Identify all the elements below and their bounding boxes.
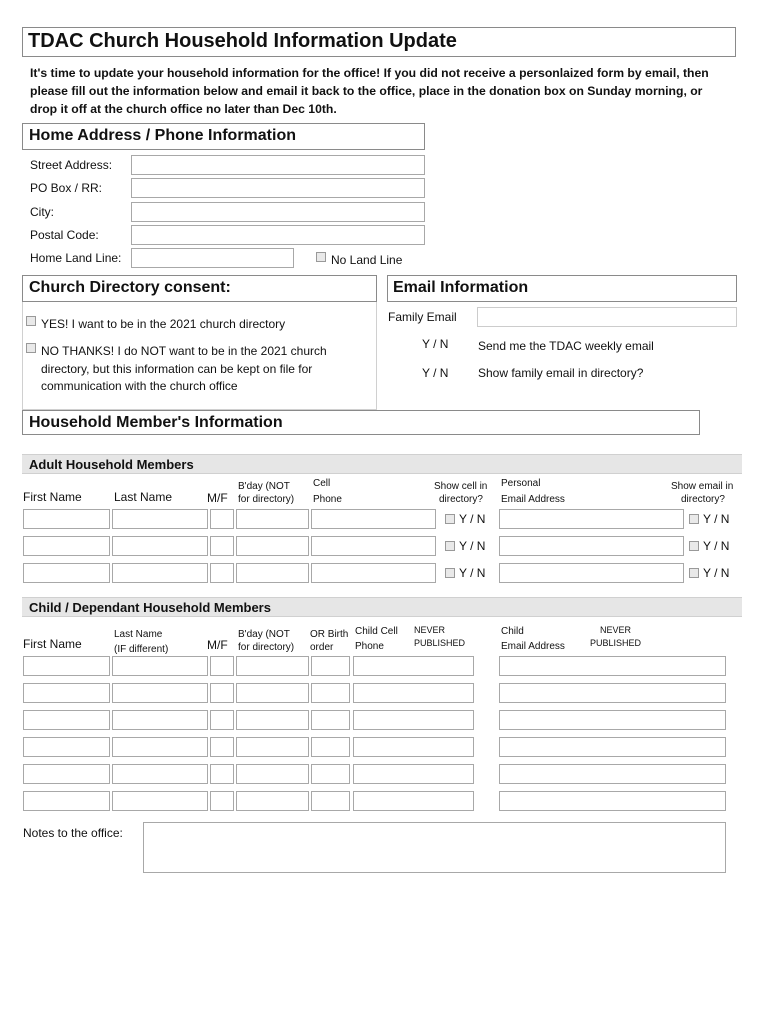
- child-cell-input[interactable]: [353, 710, 474, 730]
- child-first-input[interactable]: [23, 737, 110, 757]
- child-mf-header: M/F: [207, 638, 228, 652]
- child-bday-input[interactable]: [236, 764, 309, 784]
- members-section-title: Household Member's Information: [29, 414, 283, 431]
- child-last-header-1: Last Name: [114, 629, 163, 640]
- child-first-input[interactable]: [23, 683, 110, 703]
- family-email-label: Family Email: [388, 310, 457, 324]
- child-cell-header-2: Phone: [355, 641, 384, 652]
- directory-yes-checkbox[interactable]: [26, 316, 36, 326]
- child-last-input[interactable]: [112, 710, 208, 730]
- child-order-input[interactable]: [311, 683, 350, 703]
- child-email-input[interactable]: [499, 764, 726, 784]
- home-section-title: Home Address / Phone Information: [29, 127, 296, 144]
- adult-email-input[interactable]: [499, 563, 684, 583]
- adult-mf-header: M/F: [207, 491, 228, 505]
- adult-showemail-checkbox[interactable]: [689, 514, 699, 524]
- postal-input[interactable]: [131, 225, 425, 245]
- adult-showemail-header-1: Show email in: [671, 481, 734, 492]
- child-order-input[interactable]: [311, 737, 350, 757]
- child-bday-input[interactable]: [236, 710, 309, 730]
- adult-showcell-checkbox[interactable]: [445, 568, 455, 578]
- intro-text: It's time to update your household information for the office! If you did not receive a personlaized form by email, then please fill out the information below and email it back to the office, place in the donation box on Sunday morning, or drop it off at the church office no later than Dec 10th.: [30, 66, 709, 116]
- street-input[interactable]: [131, 155, 425, 175]
- child-last-input[interactable]: [112, 737, 208, 757]
- adult-showcell-yn: Y / N: [459, 566, 486, 580]
- child-email-input[interactable]: [499, 737, 726, 757]
- landline-input[interactable]: [131, 248, 294, 268]
- adult-last-input[interactable]: [112, 536, 208, 556]
- child-email-never-header-2: PUBLISHED: [590, 638, 642, 648]
- child-bday-header-2: for directory): [238, 642, 295, 653]
- child-email-header-1: Child: [501, 626, 524, 637]
- child-band-title: Child / Dependant Household Members: [29, 600, 271, 615]
- adult-email-input[interactable]: [499, 509, 684, 529]
- child-email-input[interactable]: [499, 683, 726, 703]
- child-bday-header-1: B'day (NOT: [238, 629, 290, 640]
- adult-first-input[interactable]: [23, 536, 110, 556]
- adult-pemail-header-1: Personal: [501, 478, 541, 489]
- weekly-email-yn[interactable]: Y / N: [422, 337, 449, 351]
- adult-email-input[interactable]: [499, 536, 684, 556]
- directory-no-line1: NO THANKS! I do NOT want to be in the 2021 church: [41, 344, 327, 358]
- landline-label: Home Land Line:: [30, 251, 122, 265]
- page-title: TDAC Church Household Information Update: [28, 30, 457, 52]
- adult-showemail-checkbox[interactable]: [689, 568, 699, 578]
- adult-showcell-header-2: directory?: [439, 494, 483, 505]
- adult-cell-input[interactable]: [311, 536, 436, 556]
- adult-mf-input[interactable]: [210, 563, 234, 583]
- adult-showcell-yn: Y / N: [459, 539, 486, 553]
- adult-last-input[interactable]: [112, 563, 208, 583]
- child-cell-input[interactable]: [353, 683, 474, 703]
- child-mf-input[interactable]: [210, 737, 234, 757]
- child-bday-input[interactable]: [236, 656, 309, 676]
- show-email-yn[interactable]: Y / N: [422, 366, 449, 380]
- child-email-input[interactable]: [499, 791, 726, 811]
- notes-label: Notes to the office:: [23, 826, 123, 840]
- child-order-header-2: order: [310, 642, 334, 653]
- child-bday-input[interactable]: [236, 683, 309, 703]
- child-never-header-2: PUBLISHED: [414, 638, 466, 648]
- pobox-label: PO Box / RR:: [30, 181, 103, 195]
- show-email-label: Show family email in directory?: [478, 366, 644, 380]
- child-order-input[interactable]: [311, 710, 350, 730]
- adult-cell-input[interactable]: [311, 509, 436, 529]
- adult-showcell-checkbox[interactable]: [445, 541, 455, 551]
- adult-showcell-checkbox[interactable]: [445, 514, 455, 524]
- child-cell-input[interactable]: [353, 656, 474, 676]
- child-first-input[interactable]: [23, 764, 110, 784]
- notes-textarea[interactable]: [143, 822, 726, 873]
- adult-cell-header-2: Phone: [313, 494, 342, 505]
- child-cell-input[interactable]: [353, 764, 474, 784]
- weekly-email-label: Send me the TDAC weekly email: [478, 339, 654, 353]
- adult-first-input[interactable]: [23, 509, 110, 529]
- adult-showcell-yn: Y / N: [459, 512, 486, 526]
- adult-showemail-checkbox[interactable]: [689, 541, 699, 551]
- directory-no-line3: communication with the church office: [41, 379, 238, 393]
- family-email-input[interactable]: [477, 307, 737, 327]
- child-order-input[interactable]: [311, 791, 350, 811]
- child-mf-input[interactable]: [210, 710, 234, 730]
- adult-showcell-header-1: Show cell in: [434, 481, 488, 492]
- child-mf-input[interactable]: [210, 791, 234, 811]
- child-order-input[interactable]: [311, 764, 350, 784]
- child-first-input[interactable]: [23, 791, 110, 811]
- child-email-never-header-1: NEVER: [600, 625, 632, 635]
- adult-bday-input[interactable]: [236, 563, 309, 583]
- adult-first-header: First Name: [23, 490, 82, 504]
- adult-showemail-header-2: directory?: [681, 494, 725, 505]
- adult-first-input[interactable]: [23, 563, 110, 583]
- email-section-title: Email Information: [393, 279, 529, 296]
- child-first-header: First Name: [23, 637, 82, 651]
- adult-pemail-header-2: Email Address: [501, 494, 565, 505]
- adult-showemail-yn: Y / N: [703, 566, 730, 580]
- directory-section-title: Church Directory consent:: [29, 279, 231, 296]
- child-last-input[interactable]: [112, 791, 208, 811]
- child-bday-input[interactable]: [236, 791, 309, 811]
- postal-label: Postal Code:: [30, 228, 99, 242]
- adult-cell-input[interactable]: [311, 563, 436, 583]
- adult-mf-input[interactable]: [210, 536, 234, 556]
- child-email-input[interactable]: [499, 656, 726, 676]
- child-last-input[interactable]: [112, 656, 208, 676]
- child-mf-input[interactable]: [210, 656, 234, 676]
- child-cell-header-1: Child Cell: [355, 626, 398, 637]
- adult-showemail-yn: Y / N: [703, 539, 730, 553]
- adult-bday-header-1: B'day (NOT: [238, 481, 290, 492]
- directory-no-line2: directory, but this information can be kept on file for: [41, 362, 313, 376]
- adult-cell-header-1: Cell: [313, 478, 331, 489]
- adult-mf-input[interactable]: [210, 509, 234, 529]
- adult-last-input[interactable]: [112, 509, 208, 529]
- child-order-input[interactable]: [311, 656, 350, 676]
- adult-showemail-yn: Y / N: [703, 512, 730, 526]
- city-input[interactable]: [131, 202, 425, 222]
- child-last-input[interactable]: [112, 764, 208, 784]
- child-last-header-2: (IF different): [114, 644, 169, 655]
- child-cell-input[interactable]: [353, 737, 474, 757]
- child-first-input[interactable]: [23, 656, 110, 676]
- child-mf-input[interactable]: [210, 764, 234, 784]
- adult-band-title: Adult Household Members: [29, 457, 194, 472]
- child-last-input[interactable]: [112, 683, 208, 703]
- directory-yes-label: YES! I want to be in the 2021 church directory: [41, 317, 286, 331]
- directory-no-checkbox[interactable]: [26, 343, 36, 353]
- adult-bday-input[interactable]: [236, 509, 309, 529]
- no-landline-checkbox[interactable]: [316, 252, 326, 262]
- child-bday-input[interactable]: [236, 737, 309, 757]
- street-label: Street Address:: [30, 158, 113, 172]
- child-never-header-1: NEVER: [414, 625, 446, 635]
- pobox-input[interactable]: [131, 178, 425, 198]
- child-email-input[interactable]: [499, 710, 726, 730]
- child-first-input[interactable]: [23, 710, 110, 730]
- no-landline-label: No Land Line: [331, 253, 403, 267]
- city-label: City:: [30, 205, 54, 219]
- child-mf-input[interactable]: [210, 683, 234, 703]
- child-order-header-1: OR Birth: [310, 629, 349, 640]
- child-cell-input[interactable]: [353, 791, 474, 811]
- adult-bday-header-2: for directory): [238, 494, 295, 505]
- adult-bday-input[interactable]: [236, 536, 309, 556]
- adult-last-header: Last Name: [114, 490, 173, 504]
- child-email-header-2: Email Address: [501, 641, 565, 652]
